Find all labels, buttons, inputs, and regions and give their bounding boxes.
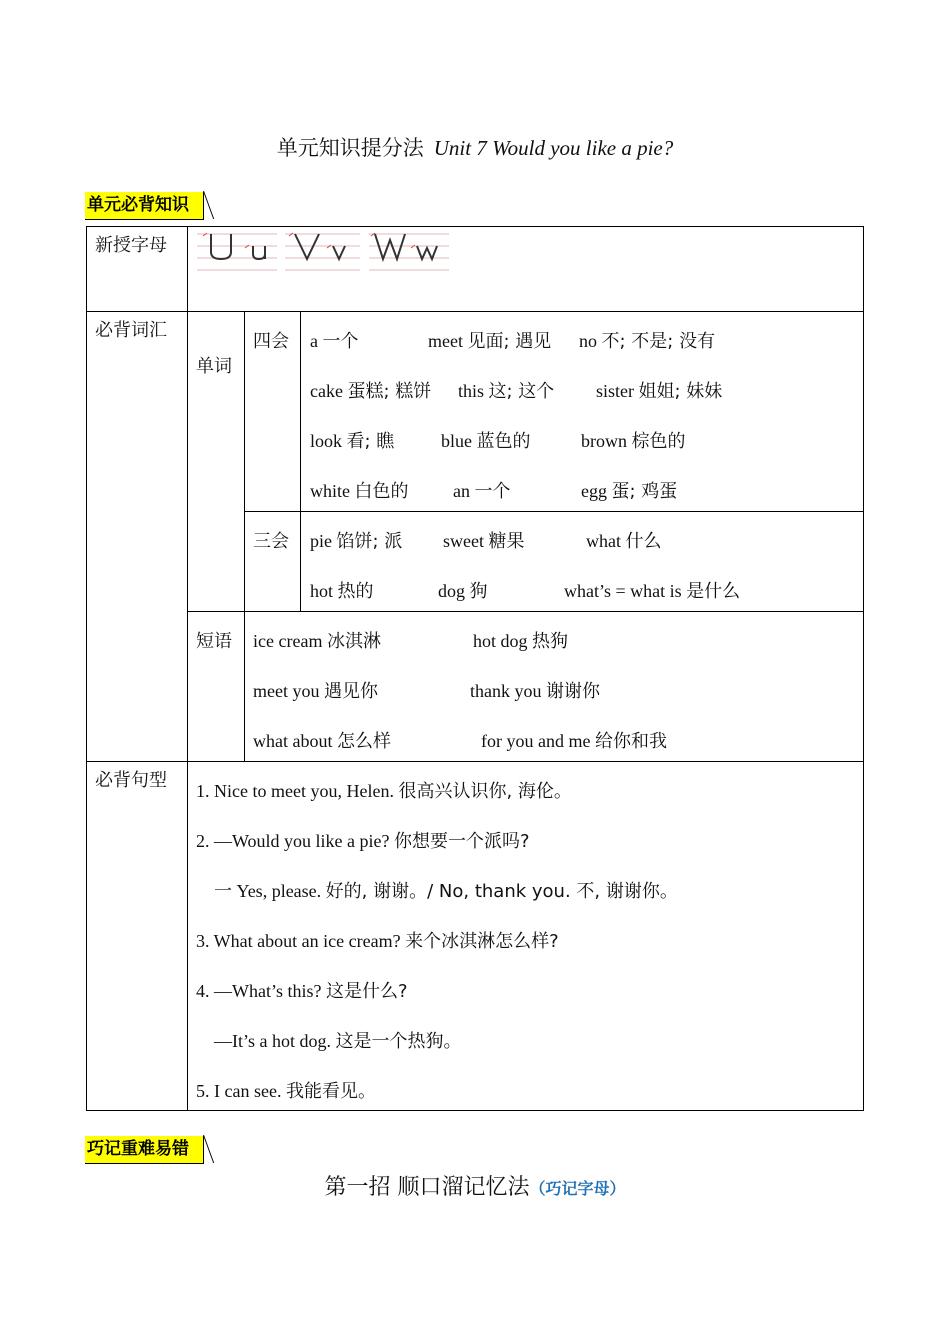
letters-label: 新授字母 <box>95 235 167 256</box>
vocab-word: white 白色的 <box>310 481 409 502</box>
sentences-label: 必背句型 <box>95 770 167 791</box>
method-heading <box>0 1170 950 1201</box>
phrase-item: for you and me 给你和我 <box>481 731 667 752</box>
title-cn: 单元知识提分法 <box>276 136 424 160</box>
phrase-item: thank you 谢谢你 <box>470 681 600 702</box>
vocab-word: sweet 糖果 <box>443 531 525 552</box>
phrase-item: meet you 遇见你 <box>253 681 378 702</box>
vocab-word: no 不; 不是; 没有 <box>579 331 716 352</box>
page-title <box>0 132 950 162</box>
letters-area <box>197 226 457 291</box>
vocab-word: what’s = what is 是什么 <box>564 581 741 602</box>
sentence-line: —It’s a hot dog. 这是一个热狗。 <box>214 1031 462 1052</box>
vocab-word: look 看; 瞧 <box>310 431 395 452</box>
vocab-word: meet 见面; 遇见 <box>428 331 552 352</box>
three-skill-label: 三会 <box>253 531 289 552</box>
method-note: （巧记字母） <box>529 1179 626 1198</box>
sentence-line: 一 Yes, please. 好的, 谢谢。/ No, thank you. 不, 谢谢你。 <box>214 881 678 902</box>
vocab-word: this 这; 这个 <box>458 381 555 402</box>
sentence-line: 2. —Would you like a pie? 你想要一个派吗? <box>196 831 530 852</box>
method-title: 第一招 顺口溜记忆法 <box>324 1175 530 1200</box>
section-tag-must-know: 单元必背知识 <box>85 192 204 220</box>
vocab-word: dog 狗 <box>438 581 488 602</box>
title-en: Unit 7 Would you like a pie? <box>433 136 674 160</box>
words-label: 单词 <box>196 356 232 377</box>
vocab-word: cake 蛋糕; 糕饼 <box>310 381 432 402</box>
phrase-item: what about 怎么样 <box>253 731 391 752</box>
phrase-item: hot dog 热狗 <box>473 631 569 652</box>
vocab-label: 必背词汇 <box>95 320 167 341</box>
section-tag-memory-tips: 巧记重难易错 <box>85 1136 204 1164</box>
vocab-word: egg 蛋; 鸡蛋 <box>581 481 678 502</box>
vocab-word: blue 蓝色的 <box>441 431 531 452</box>
vocab-word: hot 热的 <box>310 581 374 602</box>
vocab-word: what 什么 <box>586 531 662 552</box>
sentence-line: 3. What about an ice cream? 来个冰淇淋怎么样? <box>196 931 559 952</box>
sentence-line: 5. I can see. 我能看见。 <box>196 1081 376 1102</box>
phrase-item: ice cream 冰淇淋 <box>253 631 381 652</box>
sentence-line: 1. Nice to meet you, Helen. 很高兴认识你, 海伦。 <box>196 781 572 802</box>
sentence-line: 4. —What’s this? 这是什么? <box>196 981 408 1002</box>
letter-writing-lines <box>197 226 457 286</box>
vocab-word: brown 棕色的 <box>581 431 686 452</box>
vocab-word: an 一个 <box>453 481 511 502</box>
vocab-word: sister 姐姐; 妹妹 <box>596 381 723 402</box>
four-skill-label: 四会 <box>253 331 289 352</box>
phrases-label: 短语 <box>196 631 232 652</box>
vocab-word: pie 馅饼; 派 <box>310 531 403 552</box>
vocab-word: a 一个 <box>310 331 359 352</box>
